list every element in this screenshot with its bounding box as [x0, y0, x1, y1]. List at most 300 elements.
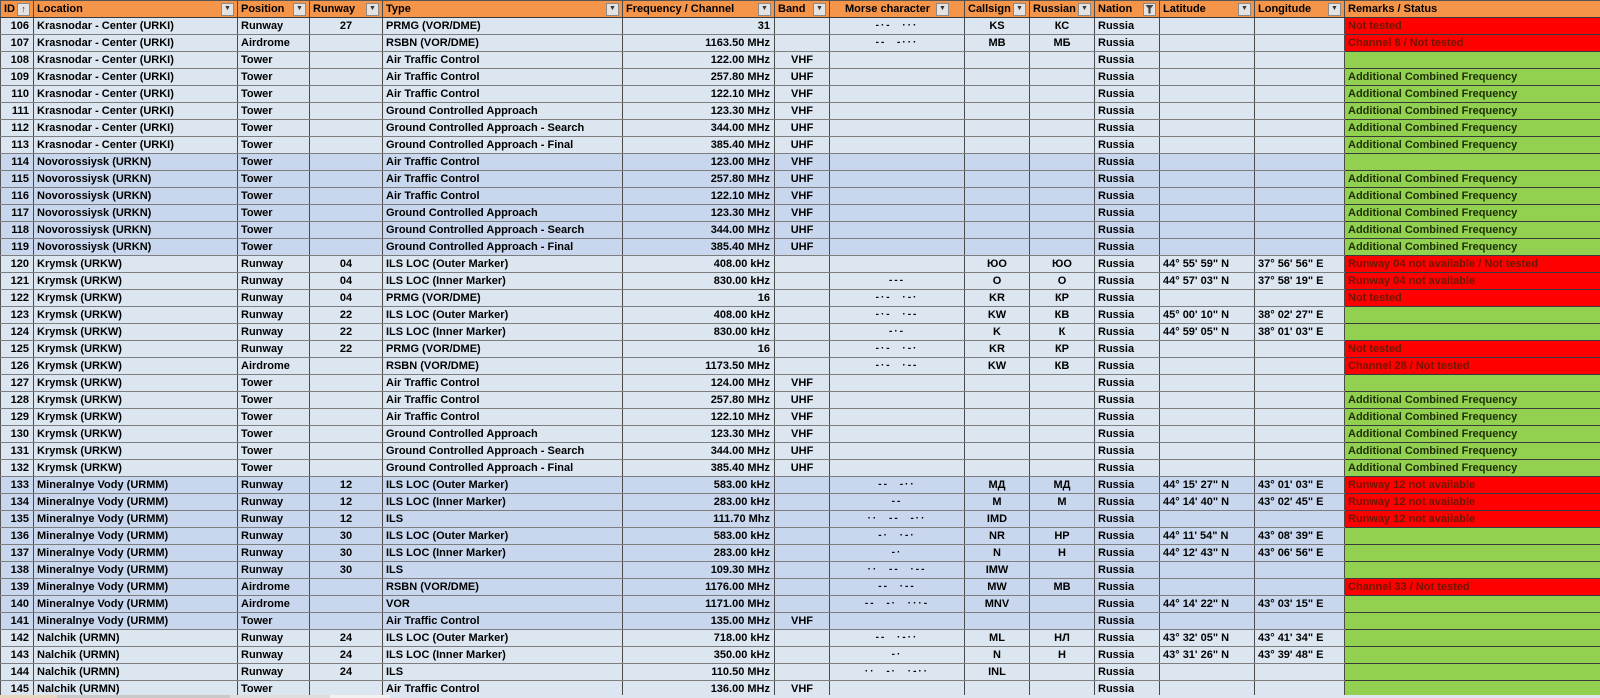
- cell-id[interactable]: 135: [1, 511, 34, 528]
- cell-lon[interactable]: 43° 39' 48" E: [1255, 647, 1345, 664]
- cell-remark[interactable]: [1345, 562, 1600, 579]
- cell-lat[interactable]: 44° 55' 59" N: [1160, 256, 1255, 273]
- cell-band[interactable]: VHF: [775, 613, 830, 630]
- cell-lat[interactable]: [1160, 290, 1255, 307]
- cell-position[interactable]: Runway: [238, 545, 310, 562]
- cell-id[interactable]: 131: [1, 443, 34, 460]
- cell-location[interactable]: Krasnodar - Center (URKI): [34, 137, 238, 154]
- cell-callsign[interactable]: K: [965, 324, 1030, 341]
- cell-remark[interactable]: [1345, 596, 1600, 613]
- cell-callsign[interactable]: KR: [965, 341, 1030, 358]
- cell-freq[interactable]: 283.00 kHz: [623, 545, 775, 562]
- cell-morse[interactable]: ·· -- ·--: [830, 562, 965, 579]
- cell-russian[interactable]: [1030, 443, 1095, 460]
- cell-id[interactable]: 111: [1, 103, 34, 120]
- cell-lon[interactable]: [1255, 392, 1345, 409]
- filter-dropdown-icon[interactable]: ▼: [366, 3, 379, 16]
- cell-freq[interactable]: 350.00 kHz: [623, 647, 775, 664]
- cell-position[interactable]: Tower: [238, 375, 310, 392]
- cell-lat[interactable]: [1160, 392, 1255, 409]
- cell-runway[interactable]: [310, 52, 383, 69]
- cell-position[interactable]: Tower: [238, 443, 310, 460]
- cell-nation[interactable]: Russia: [1095, 52, 1160, 69]
- cell-runway[interactable]: [310, 426, 383, 443]
- cell-id[interactable]: 144: [1, 664, 34, 681]
- cell-runway[interactable]: 27: [310, 18, 383, 35]
- cell-location[interactable]: Krasnodar - Center (URKI): [34, 52, 238, 69]
- cell-id[interactable]: 120: [1, 256, 34, 273]
- cell-band[interactable]: [775, 273, 830, 290]
- filter-dropdown-icon[interactable]: ▼: [813, 3, 826, 16]
- cell-id[interactable]: 113: [1, 137, 34, 154]
- cell-band[interactable]: [775, 290, 830, 307]
- cell-callsign[interactable]: [965, 69, 1030, 86]
- cell-location[interactable]: Krymsk (URKW): [34, 443, 238, 460]
- cell-russian[interactable]: [1030, 375, 1095, 392]
- cell-remark[interactable]: Additional Combined Frequency: [1345, 137, 1600, 154]
- cell-location[interactable]: Novorossiysk (URKN): [34, 222, 238, 239]
- cell-position[interactable]: Runway: [238, 511, 310, 528]
- cell-location[interactable]: Nalchik (URMN): [34, 647, 238, 664]
- cell-callsign[interactable]: [965, 392, 1030, 409]
- cell-band[interactable]: VHF: [775, 188, 830, 205]
- cell-location[interactable]: Novorossiysk (URKN): [34, 154, 238, 171]
- cell-callsign[interactable]: ML: [965, 630, 1030, 647]
- cell-id[interactable]: 143: [1, 647, 34, 664]
- cell-location[interactable]: Krasnodar - Center (URKI): [34, 120, 238, 137]
- column-header-band[interactable]: [775, 1, 830, 18]
- cell-type[interactable]: ILS LOC (Outer Marker): [383, 307, 623, 324]
- cell-freq[interactable]: 136.00 MHz: [623, 681, 775, 698]
- cell-band[interactable]: VHF: [775, 375, 830, 392]
- cell-nation[interactable]: Russia: [1095, 681, 1160, 698]
- cell-morse[interactable]: -·- ·--: [830, 358, 965, 375]
- cell-id[interactable]: 108: [1, 52, 34, 69]
- cell-russian[interactable]: КР: [1030, 341, 1095, 358]
- cell-lon[interactable]: 37° 58' 19" E: [1255, 273, 1345, 290]
- cell-russian[interactable]: НЛ: [1030, 630, 1095, 647]
- cell-id[interactable]: 121: [1, 273, 34, 290]
- cell-callsign[interactable]: [965, 137, 1030, 154]
- cell-lon[interactable]: [1255, 511, 1345, 528]
- cell-location[interactable]: Mineralnye Vody (URMM): [34, 511, 238, 528]
- column-header-callsign[interactable]: [965, 1, 1030, 18]
- cell-russian[interactable]: [1030, 52, 1095, 69]
- cell-position[interactable]: Runway: [238, 477, 310, 494]
- cell-morse[interactable]: ·· -· ·-··: [830, 664, 965, 681]
- cell-morse[interactable]: [830, 86, 965, 103]
- cell-lon[interactable]: [1255, 188, 1345, 205]
- cell-lat[interactable]: [1160, 511, 1255, 528]
- cell-band[interactable]: [775, 664, 830, 681]
- cell-remark[interactable]: Channel 33 / Not tested: [1345, 579, 1600, 596]
- cell-type[interactable]: Ground Controlled Approach - Search: [383, 443, 623, 460]
- cell-id[interactable]: 141: [1, 613, 34, 630]
- cell-position[interactable]: Tower: [238, 613, 310, 630]
- cell-russian[interactable]: МД: [1030, 477, 1095, 494]
- cell-remark[interactable]: Additional Combined Frequency: [1345, 86, 1600, 103]
- cell-type[interactable]: ILS LOC (Outer Marker): [383, 528, 623, 545]
- cell-type[interactable]: Ground Controlled Approach - Search: [383, 120, 623, 137]
- cell-type[interactable]: Ground Controlled Approach - Search: [383, 222, 623, 239]
- cell-type[interactable]: RSBN (VOR/DME): [383, 579, 623, 596]
- cell-freq[interactable]: 110.50 MHz: [623, 664, 775, 681]
- cell-russian[interactable]: Н: [1030, 545, 1095, 562]
- cell-freq[interactable]: 344.00 MHz: [623, 222, 775, 239]
- cell-type[interactable]: Air Traffic Control: [383, 188, 623, 205]
- cell-id[interactable]: 129: [1, 409, 34, 426]
- cell-callsign[interactable]: [965, 103, 1030, 120]
- cell-lon[interactable]: [1255, 18, 1345, 35]
- cell-position[interactable]: Tower: [238, 52, 310, 69]
- cell-runway[interactable]: 22: [310, 324, 383, 341]
- cell-type[interactable]: Air Traffic Control: [383, 171, 623, 188]
- cell-morse[interactable]: -·- ···: [830, 18, 965, 35]
- cell-type[interactable]: ILS LOC (Outer Marker): [383, 256, 623, 273]
- cell-position[interactable]: Tower: [238, 171, 310, 188]
- cell-position[interactable]: Runway: [238, 341, 310, 358]
- filter-dropdown-icon[interactable]: ▼: [1238, 3, 1251, 16]
- cell-morse[interactable]: ---: [830, 273, 965, 290]
- cell-russian[interactable]: [1030, 222, 1095, 239]
- cell-nation[interactable]: Russia: [1095, 154, 1160, 171]
- cell-lon[interactable]: 43° 41' 34" E: [1255, 630, 1345, 647]
- cell-remark[interactable]: [1345, 647, 1600, 664]
- cell-position[interactable]: Runway: [238, 562, 310, 579]
- cell-nation[interactable]: Russia: [1095, 324, 1160, 341]
- cell-nation[interactable]: Russia: [1095, 188, 1160, 205]
- cell-position[interactable]: Tower: [238, 239, 310, 256]
- cell-id[interactable]: 132: [1, 460, 34, 477]
- cell-nation[interactable]: Russia: [1095, 426, 1160, 443]
- cell-callsign[interactable]: MW: [965, 579, 1030, 596]
- cell-lat[interactable]: [1160, 426, 1255, 443]
- cell-position[interactable]: Tower: [238, 222, 310, 239]
- cell-lon[interactable]: [1255, 154, 1345, 171]
- cell-band[interactable]: VHF: [775, 681, 830, 698]
- cell-nation[interactable]: Russia: [1095, 647, 1160, 664]
- cell-remark[interactable]: Additional Combined Frequency: [1345, 460, 1600, 477]
- cell-morse[interactable]: [830, 443, 965, 460]
- cell-russian[interactable]: [1030, 460, 1095, 477]
- cell-morse[interactable]: [830, 613, 965, 630]
- cell-russian[interactable]: МВ: [1030, 579, 1095, 596]
- cell-lon[interactable]: [1255, 52, 1345, 69]
- cell-remark[interactable]: Not tested: [1345, 341, 1600, 358]
- column-header-type[interactable]: [383, 1, 623, 18]
- cell-location[interactable]: Krymsk (URKW): [34, 341, 238, 358]
- column-header-morse[interactable]: [830, 1, 965, 18]
- cell-position[interactable]: Airdrome: [238, 579, 310, 596]
- cell-band[interactable]: UHF: [775, 443, 830, 460]
- cell-remark[interactable]: Runway 12 not available: [1345, 511, 1600, 528]
- cell-callsign[interactable]: [965, 120, 1030, 137]
- cell-position[interactable]: Tower: [238, 409, 310, 426]
- cell-callsign[interactable]: MNV: [965, 596, 1030, 613]
- cell-morse[interactable]: [830, 222, 965, 239]
- column-header-runway[interactable]: [310, 1, 383, 18]
- cell-type[interactable]: ILS LOC (Inner Marker): [383, 324, 623, 341]
- cell-position[interactable]: Runway: [238, 256, 310, 273]
- cell-morse[interactable]: -- ·--: [830, 579, 965, 596]
- cell-remark[interactable]: [1345, 664, 1600, 681]
- cell-lon[interactable]: 43° 03' 15" E: [1255, 596, 1345, 613]
- column-header-id[interactable]: [1, 1, 34, 18]
- cell-runway[interactable]: [310, 358, 383, 375]
- cell-location[interactable]: Nalchik (URMN): [34, 664, 238, 681]
- cell-remark[interactable]: Additional Combined Frequency: [1345, 188, 1600, 205]
- cell-type[interactable]: Air Traffic Control: [383, 681, 623, 698]
- cell-remark[interactable]: Additional Combined Frequency: [1345, 69, 1600, 86]
- cell-position[interactable]: Tower: [238, 681, 310, 698]
- cell-nation[interactable]: Russia: [1095, 443, 1160, 460]
- cell-type[interactable]: Air Traffic Control: [383, 154, 623, 171]
- cell-freq[interactable]: 830.00 kHz: [623, 324, 775, 341]
- cell-band[interactable]: UHF: [775, 171, 830, 188]
- column-header-freq[interactable]: [623, 1, 775, 18]
- cell-lat[interactable]: [1160, 154, 1255, 171]
- column-header-lon[interactable]: [1255, 1, 1345, 18]
- cell-nation[interactable]: Russia: [1095, 375, 1160, 392]
- cell-id[interactable]: 138: [1, 562, 34, 579]
- cell-runway[interactable]: 12: [310, 511, 383, 528]
- cell-location[interactable]: Krymsk (URKW): [34, 307, 238, 324]
- cell-type[interactable]: PRMG (VOR/DME): [383, 290, 623, 307]
- cell-location[interactable]: Krymsk (URKW): [34, 460, 238, 477]
- cell-callsign[interactable]: [965, 188, 1030, 205]
- cell-lat[interactable]: [1160, 120, 1255, 137]
- cell-morse[interactable]: [830, 120, 965, 137]
- cell-lat[interactable]: [1160, 409, 1255, 426]
- cell-russian[interactable]: [1030, 188, 1095, 205]
- cell-freq[interactable]: 122.10 MHz: [623, 409, 775, 426]
- cell-id[interactable]: 140: [1, 596, 34, 613]
- cell-nation[interactable]: Russia: [1095, 205, 1160, 222]
- cell-position[interactable]: Tower: [238, 137, 310, 154]
- cell-lon[interactable]: 43° 08' 39" E: [1255, 528, 1345, 545]
- cell-location[interactable]: Mineralnye Vody (URMM): [34, 579, 238, 596]
- cell-callsign[interactable]: [965, 154, 1030, 171]
- filter-dropdown-icon[interactable]: ▼: [293, 3, 306, 16]
- cell-russian[interactable]: [1030, 596, 1095, 613]
- cell-remark[interactable]: [1345, 375, 1600, 392]
- cell-position[interactable]: Runway: [238, 494, 310, 511]
- cell-runway[interactable]: 04: [310, 256, 383, 273]
- cell-band[interactable]: UHF: [775, 69, 830, 86]
- cell-id[interactable]: 126: [1, 358, 34, 375]
- cell-location[interactable]: Krymsk (URKW): [34, 256, 238, 273]
- cell-russian[interactable]: [1030, 205, 1095, 222]
- cell-morse[interactable]: -- -· ···-: [830, 596, 965, 613]
- cell-type[interactable]: Ground Controlled Approach: [383, 426, 623, 443]
- cell-position[interactable]: Runway: [238, 273, 310, 290]
- cell-nation[interactable]: Russia: [1095, 630, 1160, 647]
- cell-callsign[interactable]: [965, 460, 1030, 477]
- cell-lat[interactable]: [1160, 222, 1255, 239]
- cell-nation[interactable]: Russia: [1095, 18, 1160, 35]
- cell-id[interactable]: 116: [1, 188, 34, 205]
- cell-lat[interactable]: [1160, 171, 1255, 188]
- cell-russian[interactable]: [1030, 511, 1095, 528]
- cell-russian[interactable]: [1030, 409, 1095, 426]
- filter-dropdown-icon[interactable]: ▼: [606, 3, 619, 16]
- cell-lon[interactable]: [1255, 375, 1345, 392]
- cell-band[interactable]: [775, 256, 830, 273]
- cell-freq[interactable]: 408.00 kHz: [623, 256, 775, 273]
- cell-russian[interactable]: [1030, 69, 1095, 86]
- cell-lat[interactable]: [1160, 579, 1255, 596]
- cell-lat[interactable]: [1160, 86, 1255, 103]
- cell-runway[interactable]: 30: [310, 528, 383, 545]
- cell-remark[interactable]: Channel 8 / Not tested: [1345, 35, 1600, 52]
- cell-band[interactable]: [775, 545, 830, 562]
- cell-location[interactable]: Krasnodar - Center (URKI): [34, 103, 238, 120]
- cell-id[interactable]: 124: [1, 324, 34, 341]
- cell-russian[interactable]: Н: [1030, 647, 1095, 664]
- cell-type[interactable]: Air Traffic Control: [383, 613, 623, 630]
- cell-position[interactable]: Runway: [238, 630, 310, 647]
- cell-freq[interactable]: 31: [623, 18, 775, 35]
- cell-nation[interactable]: Russia: [1095, 392, 1160, 409]
- cell-id[interactable]: 118: [1, 222, 34, 239]
- cell-russian[interactable]: [1030, 426, 1095, 443]
- cell-russian[interactable]: [1030, 137, 1095, 154]
- cell-lon[interactable]: [1255, 409, 1345, 426]
- cell-id[interactable]: 128: [1, 392, 34, 409]
- cell-type[interactable]: ILS LOC (Inner Marker): [383, 494, 623, 511]
- cell-id[interactable]: 133: [1, 477, 34, 494]
- cell-id[interactable]: 112: [1, 120, 34, 137]
- cell-type[interactable]: Ground Controlled Approach - Final: [383, 460, 623, 477]
- cell-callsign[interactable]: [965, 52, 1030, 69]
- cell-callsign[interactable]: [965, 613, 1030, 630]
- cell-band[interactable]: VHF: [775, 409, 830, 426]
- cell-id[interactable]: 139: [1, 579, 34, 596]
- cell-location[interactable]: Krymsk (URKW): [34, 392, 238, 409]
- cell-runway[interactable]: [310, 579, 383, 596]
- column-header-lat[interactable]: [1160, 1, 1255, 18]
- cell-type[interactable]: ILS LOC (Outer Marker): [383, 630, 623, 647]
- cell-callsign[interactable]: [965, 86, 1030, 103]
- column-header-position[interactable]: [238, 1, 310, 18]
- cell-nation[interactable]: Russia: [1095, 511, 1160, 528]
- cell-lat[interactable]: 44° 14' 40" N: [1160, 494, 1255, 511]
- cell-lon[interactable]: [1255, 290, 1345, 307]
- cell-callsign[interactable]: KR: [965, 290, 1030, 307]
- cell-russian[interactable]: [1030, 392, 1095, 409]
- cell-morse[interactable]: ·· -- -··: [830, 511, 965, 528]
- cell-lat[interactable]: [1160, 69, 1255, 86]
- cell-position[interactable]: Runway: [238, 307, 310, 324]
- cell-band[interactable]: VHF: [775, 154, 830, 171]
- cell-russian[interactable]: [1030, 239, 1095, 256]
- cell-remark[interactable]: [1345, 154, 1600, 171]
- cell-id[interactable]: 127: [1, 375, 34, 392]
- cell-location[interactable]: Novorossiysk (URKN): [34, 205, 238, 222]
- cell-callsign[interactable]: [965, 222, 1030, 239]
- cell-location[interactable]: Novorossiysk (URKN): [34, 188, 238, 205]
- filter-funnel-button[interactable]: [1143, 3, 1156, 16]
- cell-band[interactable]: VHF: [775, 86, 830, 103]
- cell-location[interactable]: Mineralnye Vody (URMM): [34, 477, 238, 494]
- cell-freq[interactable]: 257.80 MHz: [623, 171, 775, 188]
- cell-type[interactable]: Ground Controlled Approach - Final: [383, 239, 623, 256]
- cell-freq[interactable]: 122.00 MHz: [623, 52, 775, 69]
- cell-nation[interactable]: Russia: [1095, 222, 1160, 239]
- cell-position[interactable]: Tower: [238, 426, 310, 443]
- cell-remark[interactable]: Additional Combined Frequency: [1345, 392, 1600, 409]
- cell-callsign[interactable]: KS: [965, 18, 1030, 35]
- cell-lat[interactable]: 44° 15' 27" N: [1160, 477, 1255, 494]
- cell-type[interactable]: Air Traffic Control: [383, 52, 623, 69]
- cell-location[interactable]: Mineralnye Vody (URMM): [34, 528, 238, 545]
- cell-lon[interactable]: [1255, 443, 1345, 460]
- cell-freq[interactable]: 385.40 MHz: [623, 460, 775, 477]
- cell-russian[interactable]: ЮО: [1030, 256, 1095, 273]
- cell-lon[interactable]: [1255, 358, 1345, 375]
- cell-band[interactable]: UHF: [775, 137, 830, 154]
- cell-lat[interactable]: [1160, 341, 1255, 358]
- cell-runway[interactable]: [310, 409, 383, 426]
- cell-nation[interactable]: Russia: [1095, 239, 1160, 256]
- cell-position[interactable]: Tower: [238, 103, 310, 120]
- cell-remark[interactable]: [1345, 52, 1600, 69]
- cell-morse[interactable]: [830, 392, 965, 409]
- cell-freq[interactable]: 1173.50 MHz: [623, 358, 775, 375]
- cell-runway[interactable]: [310, 171, 383, 188]
- cell-band[interactable]: UHF: [775, 392, 830, 409]
- cell-russian[interactable]: О: [1030, 273, 1095, 290]
- cell-russian[interactable]: КВ: [1030, 307, 1095, 324]
- cell-morse[interactable]: [830, 256, 965, 273]
- cell-band[interactable]: VHF: [775, 426, 830, 443]
- cell-runway[interactable]: 04: [310, 273, 383, 290]
- cell-band[interactable]: [775, 341, 830, 358]
- cell-remark[interactable]: Additional Combined Frequency: [1345, 171, 1600, 188]
- cell-nation[interactable]: Russia: [1095, 137, 1160, 154]
- cell-lat[interactable]: [1160, 613, 1255, 630]
- cell-id[interactable]: 122: [1, 290, 34, 307]
- cell-id[interactable]: 115: [1, 171, 34, 188]
- cell-nation[interactable]: Russia: [1095, 35, 1160, 52]
- cell-morse[interactable]: [830, 103, 965, 120]
- cell-lon[interactable]: 37° 56' 56" E: [1255, 256, 1345, 273]
- cell-morse[interactable]: [830, 188, 965, 205]
- cell-remark[interactable]: Additional Combined Frequency: [1345, 103, 1600, 120]
- cell-morse[interactable]: [830, 205, 965, 222]
- cell-id[interactable]: 119: [1, 239, 34, 256]
- cell-lon[interactable]: 43° 02' 45" E: [1255, 494, 1345, 511]
- cell-morse[interactable]: -·: [830, 545, 965, 562]
- cell-band[interactable]: [775, 562, 830, 579]
- cell-callsign[interactable]: ЮО: [965, 256, 1030, 273]
- cell-callsign[interactable]: [965, 426, 1030, 443]
- cell-nation[interactable]: Russia: [1095, 579, 1160, 596]
- cell-id[interactable]: 117: [1, 205, 34, 222]
- filter-dropdown-icon[interactable]: ▼: [221, 3, 234, 16]
- cell-type[interactable]: ILS LOC (Inner Marker): [383, 273, 623, 290]
- cell-callsign[interactable]: INL: [965, 664, 1030, 681]
- cell-lon[interactable]: [1255, 239, 1345, 256]
- cell-nation[interactable]: Russia: [1095, 171, 1160, 188]
- cell-band[interactable]: UHF: [775, 120, 830, 137]
- filter-dropdown-icon[interactable]: ▼: [1078, 3, 1091, 16]
- cell-type[interactable]: PRMG (VOR/DME): [383, 18, 623, 35]
- cell-remark[interactable]: Channel 28 / Not tested: [1345, 358, 1600, 375]
- cell-freq[interactable]: 122.10 MHz: [623, 86, 775, 103]
- filter-dropdown-icon[interactable]: ▼: [1328, 3, 1341, 16]
- cell-position[interactable]: Runway: [238, 664, 310, 681]
